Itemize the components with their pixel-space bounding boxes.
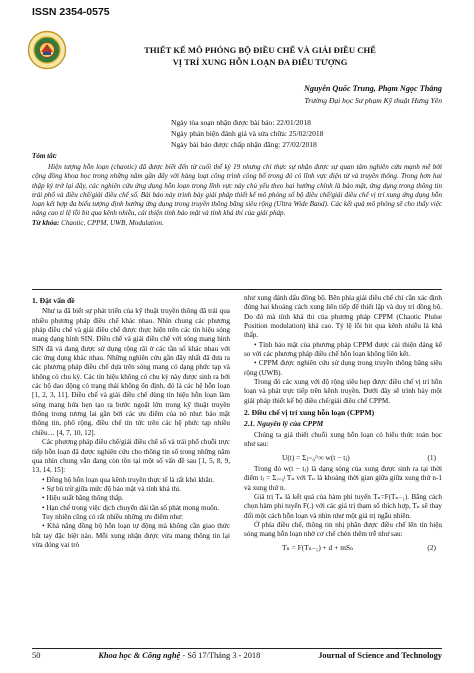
bullet-item: • Đồng bộ hỗn loạn qua kênh truyền thực tế là rất khó khăn. [42, 475, 215, 484]
page-footer [32, 651, 442, 660]
bullet-item: • Hiệu suất băng thông thấp. [42, 494, 124, 503]
keywords-label: Từ khóa: [32, 219, 60, 228]
right-paragraph-2: Trong đó các xung với độ rộng siêu hẹp được điều chế vị trí hỗn loạn và phát trực tiếp trên kênh truyền. Dưới đây sẽ trình bày một giải pháp thiết kế bộ điều chế/giải điều chế CPPM. [244, 378, 442, 405]
date-accepted: Ngày bài báo được chấp nhận đăng: 27/02/2018 [171, 140, 317, 149]
title-line-1: THIẾT KẾ MÔ PHỎNG BỘ ĐIỀU CHẾ VÀ GIẢI ĐIỀU CHẾ [144, 45, 376, 55]
bullet-item: • Khả năng đồng bộ hỗn loạn tự động mà không cần giao thức bắt tay đặc biệt nào. Mỗi xung nhận được vừa mang thông tin lại vừa đóng vai trò [32, 522, 230, 549]
journal-name-en: Journal of Science and Technology [318, 651, 442, 660]
abstract-heading: Tóm tắt: [32, 152, 58, 160]
right-paragraph-6: Ở phía điều chế, thông tin nhị phân được điều chế lên tín hiệu sóng mang hỗn loạn nhờ cơ chế chèn thêm trễ như sau: [244, 520, 442, 539]
right-paragraph-1: như xung đánh dấu đồng bộ. Bên phía giải điều chế chỉ cần xác định đúng hai khoảng cách xung liên tiếp để thiết lập và duy trì đồng bộ. Do đó mà tính khả thi của phương pháp CPPM (Chaotic Plulse Position modulation) khá cao. Tỷ lệ lỗi bit qua kênh nhiễu là khá thấp. [244, 294, 442, 340]
journal-issue [98, 651, 260, 660]
right-paragraph-4: Trong đó w(t − tⱼ) là dạng sóng của xung được sinh ra tại thời điểm tⱼ = Σᵢ₌₀ʲ Tₙ với Tₙ là khoảng thời gian giữa giữa xung thứ n-1 và xung thứ n. [244, 464, 442, 492]
right-paragraph-5: Giá trị Tₙ là kết quả của hàm phi tuyến Tₙ=F(Tₙ₋₁). Bằng cách chọn hàm phi tuyến F(.) với các giá trị tham số thích hợp, Tₙ sẽ thay đổi một cách hỗn loạn và nhìn như một giá trị ngẫu nhiên. [244, 492, 442, 520]
date-reviewed: Ngày phản biện đánh giá và sửa chữa: 25/02/2018 [171, 129, 324, 138]
title-line-2: VỊ TRÍ XUNG HỖN LOẠN ĐA ĐIỂU TƯỢNG [172, 57, 348, 67]
section-divider [32, 289, 442, 290]
section-2-1-title: 2.1. Nguyên lý của CPPM [244, 419, 324, 429]
university-logo [27, 30, 67, 70]
right-column [244, 294, 442, 555]
bullet-item: • CPPM được nghiên cứu sử dụng trong truyền thông băng siêu rộng (UWB). [244, 359, 442, 377]
equation-2-number: (2) [427, 542, 436, 552]
abstract-text: Hiện tượng hỗn loạn (chaotic) đã được biết đến từ cuối thế kỷ 19 nhưng chỉ thực sự nhận được sự quan tâm nghiên cứu mạnh mẽ bởi cộng đồng khoa học trong những năm gần đây với hàng loạt công trình công bố trong đó có lĩnh vực điện tử và truyền thông. Trong hơn hai thập kỷ trở lại đây, các nghiên cứu ứng dụng hỗn loạn trong lĩnh vực này chủ yếu theo hai hướng chính là bảo mật, ứng dụng trong thông tin trải phổ và điều chế/giải điều chế số. Bài báo này trình bày giải pháp thiết kế mô phỏng số bộ điều chế/giải điều chế vị trí xung ứng dụng hỗn loạn kết hợp đa biểu tượng định hướng ứng dụng trong truyền thông băng siêu rộng (Ultra Wide Band). Các kết quả mô phỏng sẽ cho thấy việc nâng cao tỉ lệ lỗi bit qua kênh nhiễu, cải thiện tính bảo mật và tính khả thi của giải pháp. [32, 163, 442, 218]
equation-2 [244, 540, 442, 555]
bullet-item: • Sự bù trừ giữa mức độ bảo mật và tính khả thi. [42, 484, 181, 493]
section-1-title: 1. Đặt vấn đề [32, 296, 75, 305]
section-2-title: 2. Điều chế vị trí xung hỗn loạn (CPPM) [244, 408, 375, 418]
equation-1-number: (1) [427, 452, 436, 462]
left-column [32, 294, 230, 550]
keywords-text: Chaotic, CPPM, UWB, Modulation. [59, 219, 164, 228]
footer-divider [32, 648, 442, 649]
left-paragraph-3: Tuy nhiên cũng có rất nhiều những ưu điểm như: [42, 512, 183, 521]
author-names: Nguyễn Quốc Trung, Phạm Ngọc Thắng [304, 84, 442, 93]
left-paragraph-2: Các phương pháp điều chế/giải điều chế số và trải phổ chuỗi trực tiếp hỗn loạn đã được nghiên cứu cho thông tin số trong những năm qua nhìn chung vẫn đang còn tồn tại một số vấn đề sau [1, 5, 8, 9, 13, 14, 15]: [32, 438, 230, 475]
journal-name-vn: Khoa học & Công nghệ [98, 651, 181, 660]
left-paragraph-1: Như ta đã biết sự phát triển của kỹ thuật truyền thông đã trải qua nhiều phương pháp điều chế khác nhau. Nhìn chung các phương pháp điều chế và giải điều chế được thực hiện trên các tín hiệu sóng mang dạng hình SIN. Điều chế và giải điều chế với sóng mang hình SIN đã và đang được sử dụng rộng rãi ở các tần số khác nhau với các ứng dụng khác nhau. Những nghiên cứu gần đây nhất đã đưa ra các phương pháp điều chế dựa trên sóng mang có dạng phức tạp và không có chu kỳ. Các tín hiệu không có chu kỳ này được sinh ra bởi các bộ dao động có trạng thái không ổn định, đó là các hệ hỗn loạn [1, 2, 3, 11]. Điều chế và giải điều chế dùng tín hiệu hỗn loạn làm sóng mang hứa hẹn tạo ra bước ngoặt lớn trong kỹ thuật truyền thông trong tương lai gần bởi các ưu điểm của nó như: bảo mật thông tin, phổ rộng, điều chế tín tức trên các hệ phức tạp nhiều chiều… [4, 7, 10, 12]. [32, 307, 230, 437]
date-received: Ngày tòa soạn nhận được bài báo: 22/01/2018 [171, 118, 311, 127]
abstract-section [32, 152, 442, 229]
equation-1 [244, 450, 442, 465]
equation-1-body: U(t) = Σⱼ₌₀^∞ w(t − tⱼ) [282, 452, 350, 462]
bullet-item: • Hạn chế trong việc dịch chuyển dải tần số phát mong muốn. [42, 503, 220, 512]
page-number: 50 [32, 651, 41, 660]
article-title [80, 44, 440, 68]
issue-info: - Số 17/Tháng 3 - 2018 [180, 651, 261, 660]
bullet-item: • Tính bảo mật của phương pháp CPPM được cải thiện đáng kể so với các phương pháp điều chế hỗn loạn không liên kết. [244, 340, 442, 359]
right-paragraph-3: Chúng ta giả thiết chuỗi xung hỗn loạn có biểu thức toán học như sau: [244, 430, 442, 449]
author-affiliation: Trường Đại học Sư phạm Kỹ thuật Hưng Yên [304, 96, 442, 105]
issn-label: ISSN 2354-0575 [32, 6, 110, 18]
equation-2-body: Tₙ = F(Tₙ₋₁) + d + mSₙ [282, 542, 354, 552]
keywords-line [32, 219, 442, 228]
submission-dates [171, 117, 323, 150]
